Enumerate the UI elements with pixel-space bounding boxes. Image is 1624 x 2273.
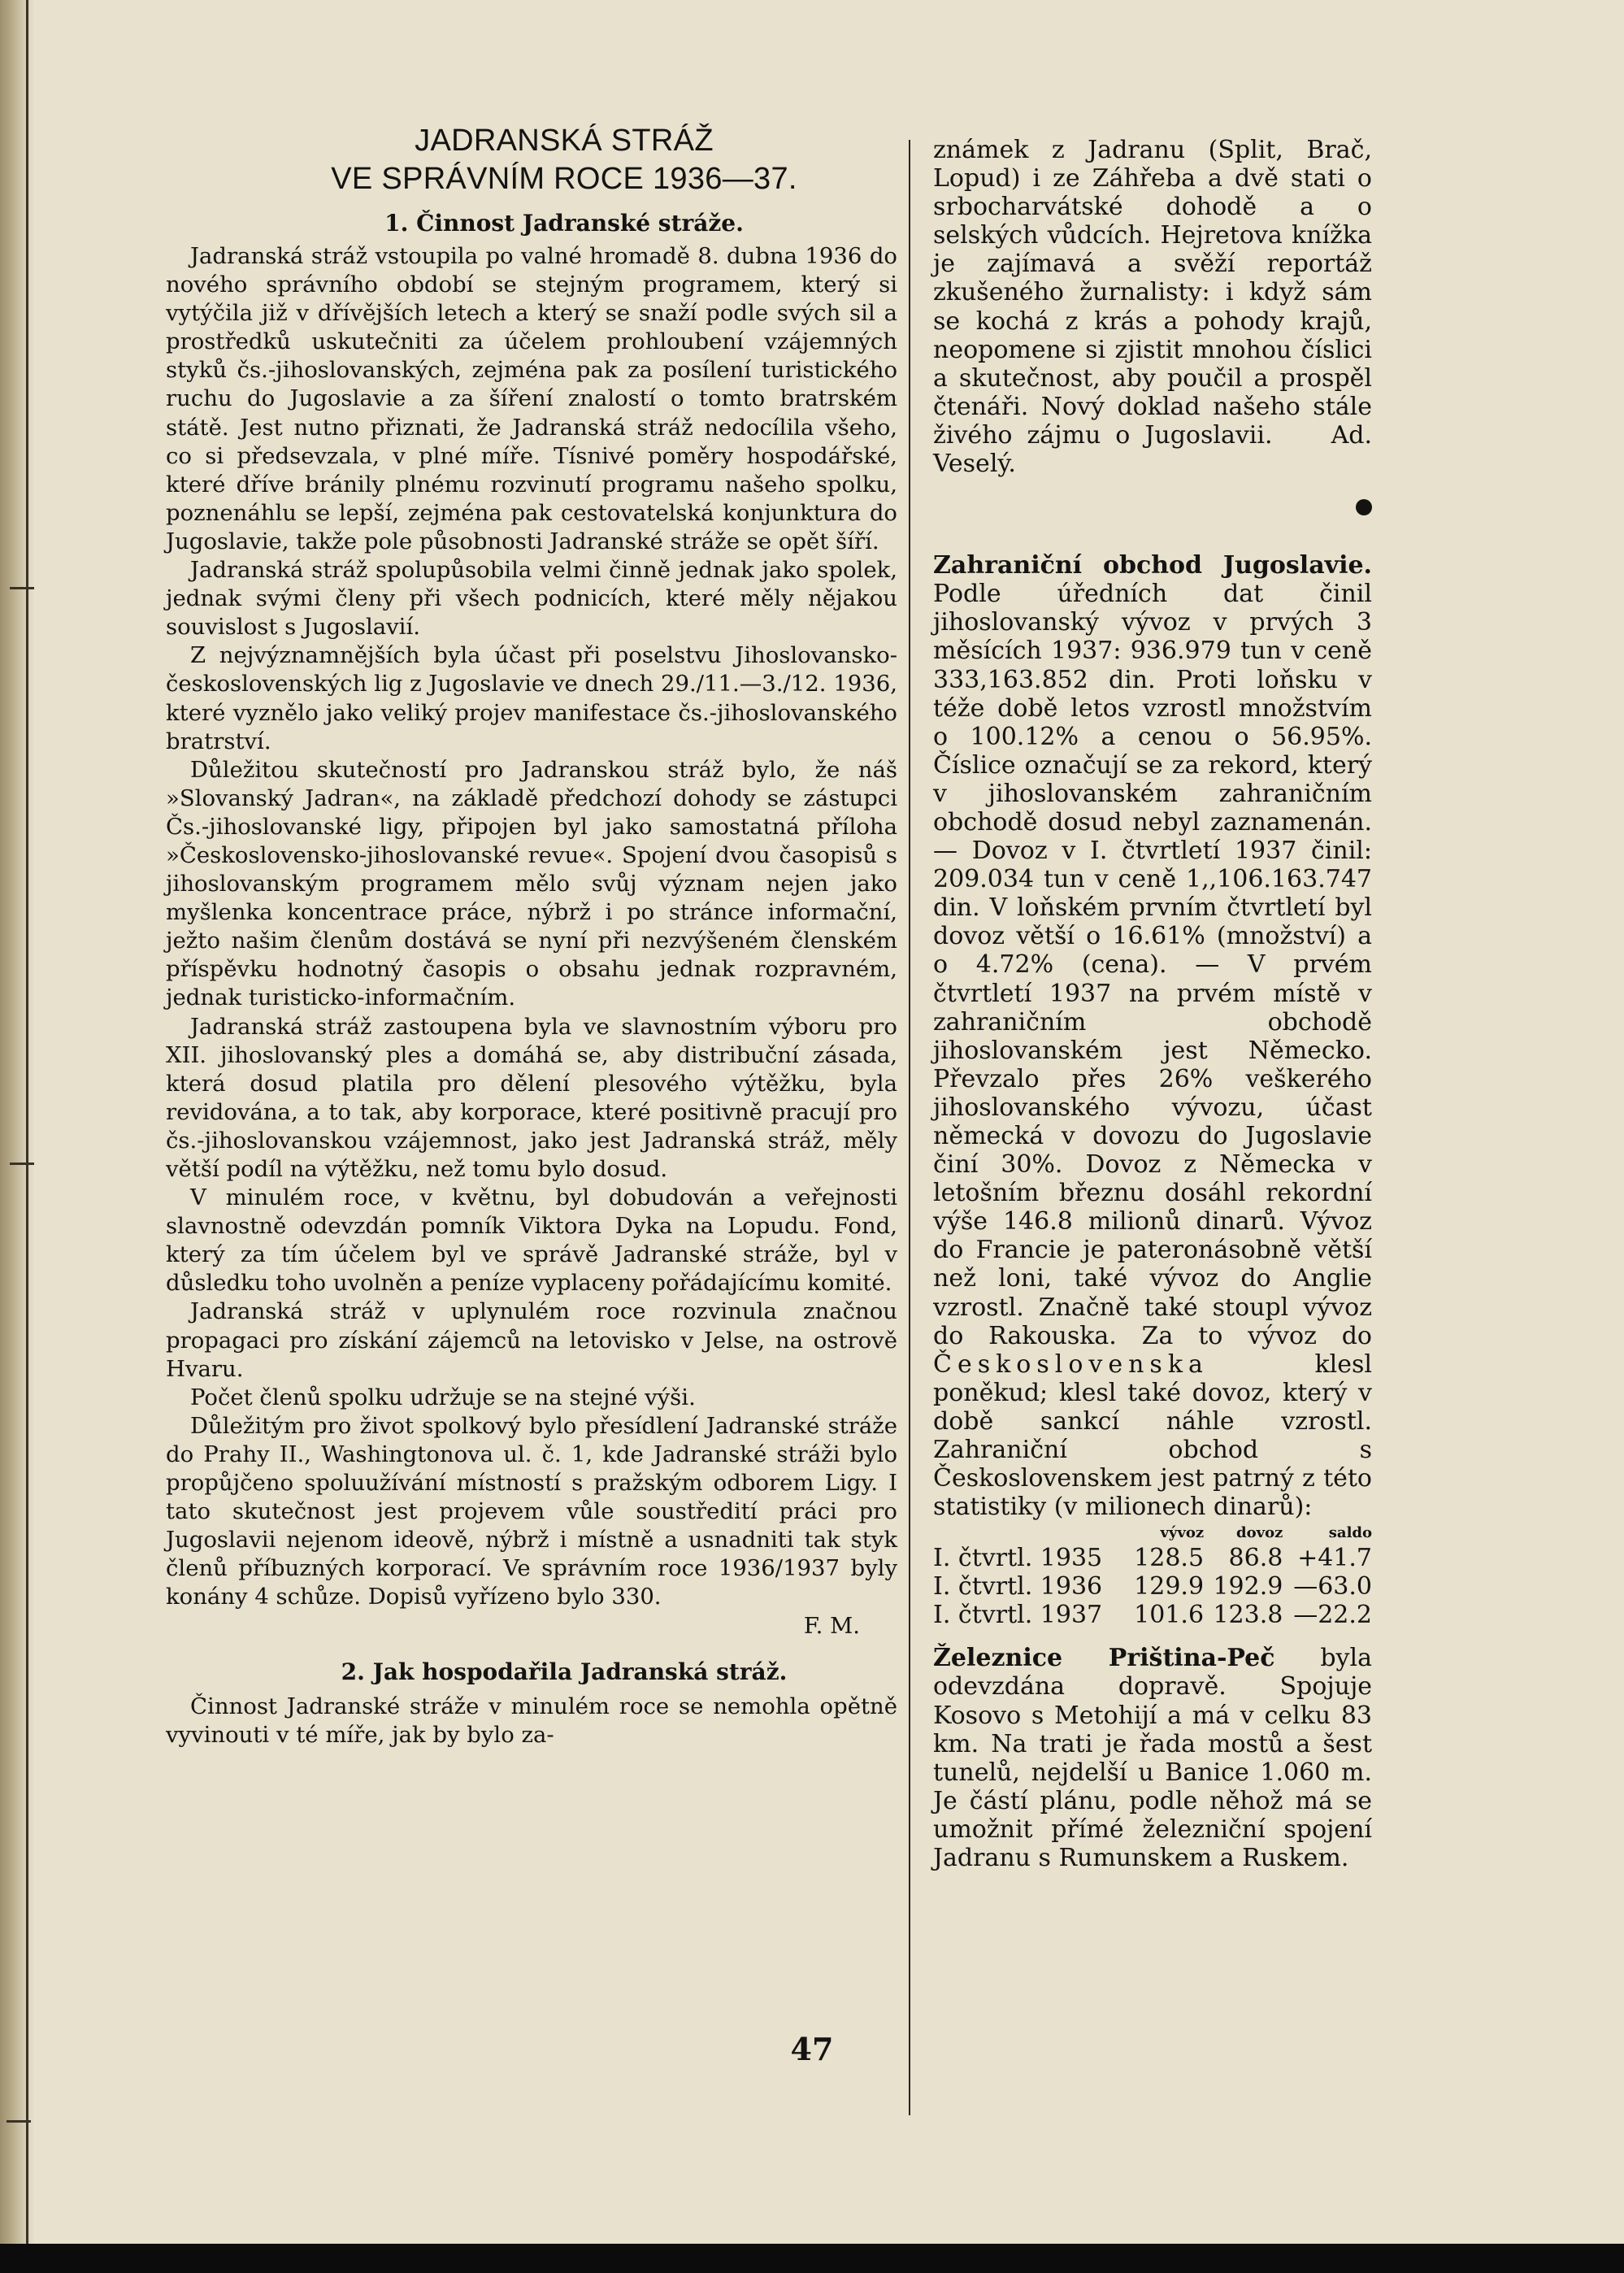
cell-vyvoz: 128.5	[1134, 1544, 1205, 1573]
section1-title: 1. Činnost Jadranské stráže.	[384, 210, 744, 237]
trade-news	[933, 551, 1372, 1521]
article-title-line1: JADRANSKÁ STRÁŽ	[415, 124, 714, 158]
signature-vesely: Ad. Veselý.	[933, 420, 1372, 479]
paragraph: Důležitou skutečností pro Jadranskou stráž bylo, že náš »Slovanský Jadran«, na základě předchozí dohody se zástupci Čs.-jihoslovanské ligy, připojen byl jako samostatná příloha »Československo-jihoslovanské revue«. Spojení dvou časopisů s jihoslovanským programem mělo svůj význam nejen jako myšlenka koncentrace práce, nýbrž i po stránce informační, ježto našim členům dostává se nyní při nezvýšeném členském příspěvku hodnotný časopis o obsahu jednak rozpravném, jednak turisticko-informačním.	[166, 756, 897, 1011]
review-text: známek z Jadranu (Split, Brač, Lopud) i ze Záhřeba a dvě stati o srbocharvátské dohodě a o selských vůdcích. Hejretova knížka je zajímavá a svěží reportáž zkušeného žurnalisty: i když sám se kochá z krás a pohody krajů, neopomene si zjistit mnohou číslici a skutečnost, aby poučil a prospěl čtenáři. Nový doklad našeho stále živého zájmu o Jugoslavii.	[933, 136, 1372, 450]
cell-dovoz: 192.9	[1213, 1572, 1283, 1602]
right-column	[933, 136, 1372, 1872]
binding-line	[26, 0, 28, 2244]
article-title-line2: VE SPRÁVNÍM ROCE 1936—37.	[331, 162, 797, 196]
row-label: I. čtvrtl. 1935	[933, 1544, 1103, 1573]
left-column	[166, 122, 897, 1749]
cell-vyvoz: 129.9	[1134, 1572, 1205, 1602]
col-header-vyvoz: vývoz	[1160, 1524, 1205, 1542]
cell-saldo: —22.2	[1293, 1601, 1372, 1630]
binding-mark	[7, 2120, 31, 2123]
paragraph: Důležitým pro život spolkový bylo přesídlení Jadranské stráže do Prahy II., Washingtonova ul. č. 1, kde Jadranské stráži bylo propůjčeno spoluužívání místností s pražským odborem Ligy. I tato skutečnost jest projevem vůle soustředití práci pro Jugoslavii nejenom ideově, nýbrž i místně a usnadniti tak styk členů příbuzných korporací. Ve správním roce 1936/1937 byly konány 4 schůze. Dopisů vyřízeno bylo 330.	[166, 1412, 897, 1610]
binding-mark	[10, 587, 34, 589]
trade-text-a: Podle úředních dat činil jihoslovanský vývoz v prvých 3 měsících 1937: 936.979 tun v ceně 333,163.852 din. Proti loňsku v téže době letos vzrostl množstvím o 100.12% a cenou o 56.95%. Číslice označují se za rekord, který v jihoslovanském zahraničním obchodě dosud nebyl zaznamenán. — Dovoz v I. čtvrtletí 1937 činil: 209.034 tun v ceně 1,,106.163.747 din. V loňském prvním čtvrtletí byl dovoz větší o 16.61% (množství) a o 4.72% (cena). — V prvém čtvrtletí 1937 na prvém místě v zahraničním obchodě jihoslovanském jest Německo. Převzalo přes 26% veškerého jihoslovanského vývozu, účast německá v dovozu do Jugoslavie činí 30%. Dovoz z Německa v letošním březnu dosáhl rekordní výše 146.8 milionů dinarů. Vývoz do Francie je pateronásobně větší než loni, také vývoz do Anglie vzrostl. Značně také stoupl vývoz do Rakouska. Za to vývoz do	[933, 580, 1372, 1350]
trade-spaced-word: Československa	[933, 1349, 1209, 1379]
trade-heading: Zahraniční obchod Jugoslavie.	[933, 551, 1372, 580]
review-continuation	[933, 136, 1372, 478]
cell-dovoz: 123.8	[1213, 1601, 1283, 1630]
trade-text-b: klesl poněkud; klesl také dovoz, který v době sankcí náhle vzrostl. Zahraniční obchod s Československem jest patrný z této statistiky (v milionech dinarů):	[933, 1349, 1372, 1522]
paragraph: Z nejvýznamnějších byla účast při poselstvu Jihoslovansko-československých lig z Jugoslavie ve dnech 29./11.—3./12. 1936, které vyznělo jako veliký projev manifestace čs.-jihoslovanského bratrství.	[166, 642, 897, 754]
page-left-edge	[0, 0, 34, 2244]
trade-table	[933, 1523, 1372, 1629]
cell-vyvoz: 101.6	[1134, 1601, 1205, 1630]
paragraph: Jadranská stráž zastoupena byla ve slavnostním výboru pro XII. jihoslovanský ples a domáhá se, aby distribuční zásada, která dosud platila pro dělení plesového výtěžku, byla revidována, a to tak, aby korporace, které positivně pracují pro čs.-jihoslovanskou vzájemnost, jako jest Jadranská stráž, měly větší podíl na výtěžku, než tomu bylo dosud.	[166, 1013, 897, 1182]
section-bullet	[1356, 499, 1372, 515]
paragraph: Jadranská stráž spolupůsobila velmi činně jednak jako spolek, jednak svými členy při všech podnicích, které měly nějakou souvislost s Jugoslavií.	[166, 557, 897, 641]
section2-title: 2. Jak hospodařila Jadranská stráž.	[341, 1658, 788, 1685]
binding-mark	[10, 1163, 34, 1165]
scan-bottom-border	[0, 2244, 1624, 2273]
paragraph: V minulém roce, v květnu, byl dobudován a veřejnosti slavnostně odevzdán pomník Viktora Dyka na Lopudu. Fond, který za tím účelem byl ve správě Jadranské stráže, byl v důsledku toho uvolněn a peníze vyplaceny pořádajícímu komité.	[166, 1184, 897, 1297]
rail-text: byla odevzdána dopravě. Spojuje Kosovo s Metohijí a má v celku 83 km. Na trati je řada mostů a šest tunelů, nejdelší u Banice 1.060 m. Je částí plánu, podle něhož má se umožnit přímé železniční spojení Jadranu s Rumunskem a Ruskem.	[933, 1644, 1372, 1872]
paragraph: Jadranská stráž vstoupila po valné hromadě 8. dubna 1936 do nového správního období se stejným programem, který si vytýčila již v dřívějších letech a který se snaží podle svých sil a prostředků uskutečniti za účelem prohloubení vzájemných styků čs.-jihoslovanských, zejména pak za posílení turistického ruchu do Jugoslavie a za šíření znalostí o tomto bratrském státě. Jest nutno přiznati, že Jadranská stráž nedocílila všeho, co si předsevzala, v plné míře. Tísnivé poměry hospodářské, které dříve bránily plnému rozvinutí programu našeho spolku, poznenáhlu se lepší, zejména pak cestovatelská konjunktura do Jugoslavie, takže pole působnosti Jadranské stráže se opět šíří.	[166, 243, 897, 554]
signature-fm: F. M.	[803, 1612, 860, 1639]
table-header-row	[933, 1523, 1372, 1544]
cell-saldo: —63.0	[1293, 1572, 1372, 1602]
table-row	[933, 1572, 1372, 1601]
paragraph: Jadranská stráž v uplynulém roce rozvinula značnou propagaci pro získání zájemců na letovisko v Jelse, na ostrově Hvaru.	[166, 1298, 897, 1382]
page-number: 47	[790, 2031, 834, 2067]
cell-saldo: +41.7	[1297, 1544, 1372, 1573]
row-label: I. čtvrtl. 1936	[933, 1572, 1103, 1602]
cell-dovoz: 86.8	[1228, 1544, 1283, 1573]
col-header-saldo: saldo	[1328, 1524, 1372, 1542]
column-divider	[909, 140, 910, 2115]
table-row	[933, 1601, 1372, 1629]
paragraph: Činnost Jadranské stráže v minulém roce se nemohla opětně vyvinouti v té míře, jak by bylo za-	[166, 1693, 897, 1748]
row-label: I. čtvrtl. 1937	[933, 1601, 1103, 1630]
col-header-dovoz: dovoz	[1236, 1524, 1283, 1542]
rail-heading: Železnice Priština-Peč	[933, 1644, 1275, 1673]
railway-news	[933, 1644, 1372, 1872]
table-row	[933, 1544, 1372, 1572]
paragraph: Počet členů spolku udržuje se na stejné výši.	[190, 1384, 696, 1410]
